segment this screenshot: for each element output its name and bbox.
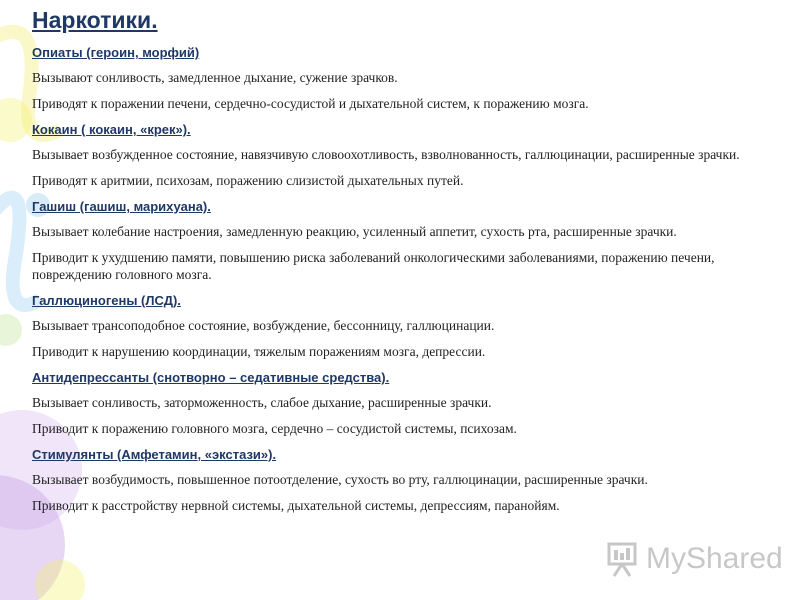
section-text: Вызывает возбудимость, повышенное потоотделение, сухость во рту, галлюцинации, расширенные зрачки.	[32, 472, 648, 487]
section-text: Приводят к аритмии, психозам, поражению слизистой дыхательных путей.	[32, 173, 464, 188]
slide-title: Наркотики.	[32, 7, 158, 33]
section-text: Вызывает трансоподобное состояние, возбуждение, бессонницу, галлюцинации.	[32, 318, 495, 333]
section-text: Приводит к расстройству нервной системы, дыхательной системы, депрессиям, паранойям.	[32, 498, 560, 513]
section-text: Приводит к поражению головного мозга, сердечно – сосудистой системы, психозам.	[32, 421, 517, 436]
section-antidepressants	[32, 369, 782, 437]
section-opiates	[32, 44, 782, 112]
section-heading: Опиаты (героин, морфий)	[32, 45, 200, 60]
section-heading: Кокаин ( кокаин, «крек»).	[32, 122, 191, 137]
watermark	[606, 540, 783, 580]
presentation-board-icon	[606, 542, 640, 578]
section-heading: Антидепрессанты (снотворно – седативные средства).	[32, 370, 390, 385]
section-stimulants	[32, 446, 782, 514]
section-text: Вызывает возбужденное состояние, навязчивую словоохотливость, взволнованность, галлюцинации, расширенные зрачки.	[32, 147, 740, 162]
section-hashish	[32, 198, 782, 283]
section-text: Приводит к ухудшению памяти, повышению риска заболеваний онкологическими заболеваниями, поражению печени, повреждению головного мозга.	[32, 250, 715, 282]
section-hallucinogens	[32, 292, 782, 360]
section-heading: Галлюциногены (ЛСД).	[32, 293, 181, 308]
slide-content	[32, 6, 782, 523]
watermark-text: MyShared	[646, 542, 783, 575]
section-text: Вызывает колебание настроения, замедленную реакцию, усиленный аппетит, сухость рта, расширенные зрачки.	[32, 224, 677, 239]
section-heading: Стимулянты (Амфетамин, «экстази»).	[32, 447, 277, 462]
section-heading: Гашиш (гашиш, марихуана).	[32, 199, 211, 214]
section-text: Приводят к поражении печени, сердечно-сосудистой и дыхательной систем, к поражению мозга.	[32, 96, 589, 111]
section-text: Вызывает сонливость, заторможенность, слабое дыхание, расширенные зрачки.	[32, 395, 492, 410]
section-text: Вызывают сонливость, замедленное дыхание, сужение зрачков.	[32, 70, 398, 85]
section-text: Приводит к нарушению координации, тяжелым поражениям мозга, депрессии.	[32, 344, 486, 359]
section-cocaine	[32, 121, 782, 189]
